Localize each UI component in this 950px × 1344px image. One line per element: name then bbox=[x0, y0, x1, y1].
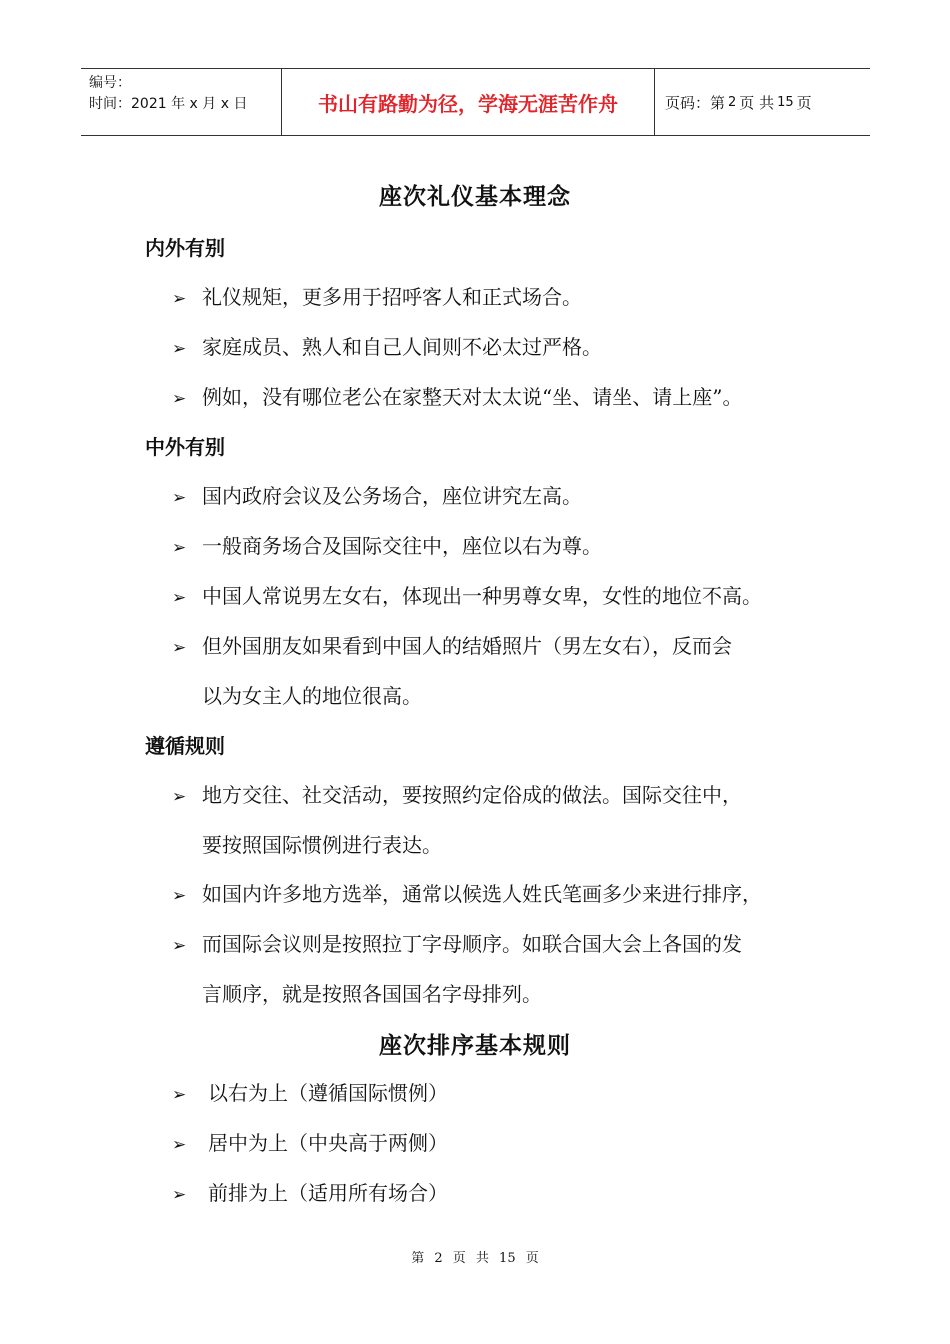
section-title-concepts: 座次礼仪基本理念 bbox=[379, 183, 571, 210]
rule-item: ➢ 以右为上（遵循国际惯例） bbox=[172, 1081, 448, 1105]
list-item: ➢ 如国内许多地方选举，通常以候选人姓氏笔画多少来进行排序， bbox=[172, 882, 762, 906]
arrow-bullet-icon: ➢ bbox=[172, 638, 187, 658]
list-item: ➢ 但外国朋友如果看到中国人的结婚照片（男左女右），反而会 bbox=[172, 634, 732, 658]
list-item: ➢ 国内政府会议及公务场合，座位讲究左高。 bbox=[172, 484, 582, 508]
list-item: ➢ 而国际会议则是按照拉丁字母顺序。如联合国大会上各国的发 bbox=[172, 932, 742, 956]
page-footer: 第 2 页 共 15 页 bbox=[411, 1251, 539, 1266]
arrow-bullet-icon: ➢ bbox=[172, 389, 187, 409]
page-suffix: 页 bbox=[796, 93, 812, 112]
section-heading: 中外有别 bbox=[145, 435, 225, 459]
arrow-bullet-icon: ➢ bbox=[172, 787, 187, 807]
list-item: ➢ 地方交往、社交活动，要按照约定俗成的做法。国际交往中， bbox=[172, 783, 742, 807]
arrow-bullet-icon: ➢ bbox=[172, 936, 187, 956]
page-prefix: 页码：第 bbox=[665, 93, 726, 112]
list-item: ➢ 一般商务场合及国际交往中，座位以右为尊。 bbox=[172, 534, 602, 558]
arrow-bullet-icon: ➢ bbox=[172, 289, 187, 309]
arrow-bullet-icon: ➢ bbox=[172, 588, 187, 608]
page-current: 2 bbox=[728, 94, 737, 110]
list-item-continuation: 言顺序，就是按照各国国名字母排列。 bbox=[202, 982, 542, 1006]
header-motto-cell bbox=[282, 69, 655, 135]
header-motto: 书山有路勤为径，学海无涯苦作舟 bbox=[318, 91, 618, 116]
list-item: ➢ 例如，没有哪位老公在家整天对太太说“坐、请坐、请上座”。 bbox=[172, 385, 743, 409]
list-item: ➢ 礼仪规矩，更多用于招呼客人和正式场合。 bbox=[172, 285, 582, 309]
page-total: 15 bbox=[777, 94, 794, 110]
header-page-info bbox=[655, 69, 870, 135]
arrow-bullet-icon: ➢ bbox=[172, 339, 187, 359]
section-heading: 内外有别 bbox=[145, 236, 225, 260]
header-table bbox=[81, 68, 870, 136]
header-date: 时间：2021 年 x 月 x 日 bbox=[89, 96, 248, 112]
arrow-bullet-icon: ➢ bbox=[172, 1135, 187, 1155]
section-heading: 遵循规则 bbox=[145, 734, 225, 758]
arrow-bullet-icon: ➢ bbox=[172, 886, 187, 906]
arrow-bullet-icon: ➢ bbox=[172, 1185, 187, 1205]
header-meta bbox=[81, 69, 282, 135]
list-item-continuation: 要按照国际惯例进行表达。 bbox=[202, 833, 442, 857]
list-item: ➢ 中国人常说男左女右，体现出一种男尊女卑，女性的地位不高。 bbox=[172, 584, 762, 608]
header-number-label: 编号： bbox=[89, 75, 131, 91]
rule-item: ➢ 居中为上（中央高于两侧） bbox=[172, 1131, 448, 1155]
arrow-bullet-icon: ➢ bbox=[172, 538, 187, 558]
section-title-rules: 座次排序基本规则 bbox=[379, 1032, 571, 1059]
page-mid: 页 共 bbox=[739, 93, 775, 112]
list-item-continuation: 以为女主人的地位很高。 bbox=[202, 684, 422, 708]
arrow-bullet-icon: ➢ bbox=[172, 1085, 187, 1105]
list-item: ➢ 家庭成员、熟人和自己人间则不必太过严格。 bbox=[172, 335, 602, 359]
arrow-bullet-icon: ➢ bbox=[172, 488, 187, 508]
rule-item: ➢ 前排为上（适用所有场合） bbox=[172, 1181, 448, 1205]
